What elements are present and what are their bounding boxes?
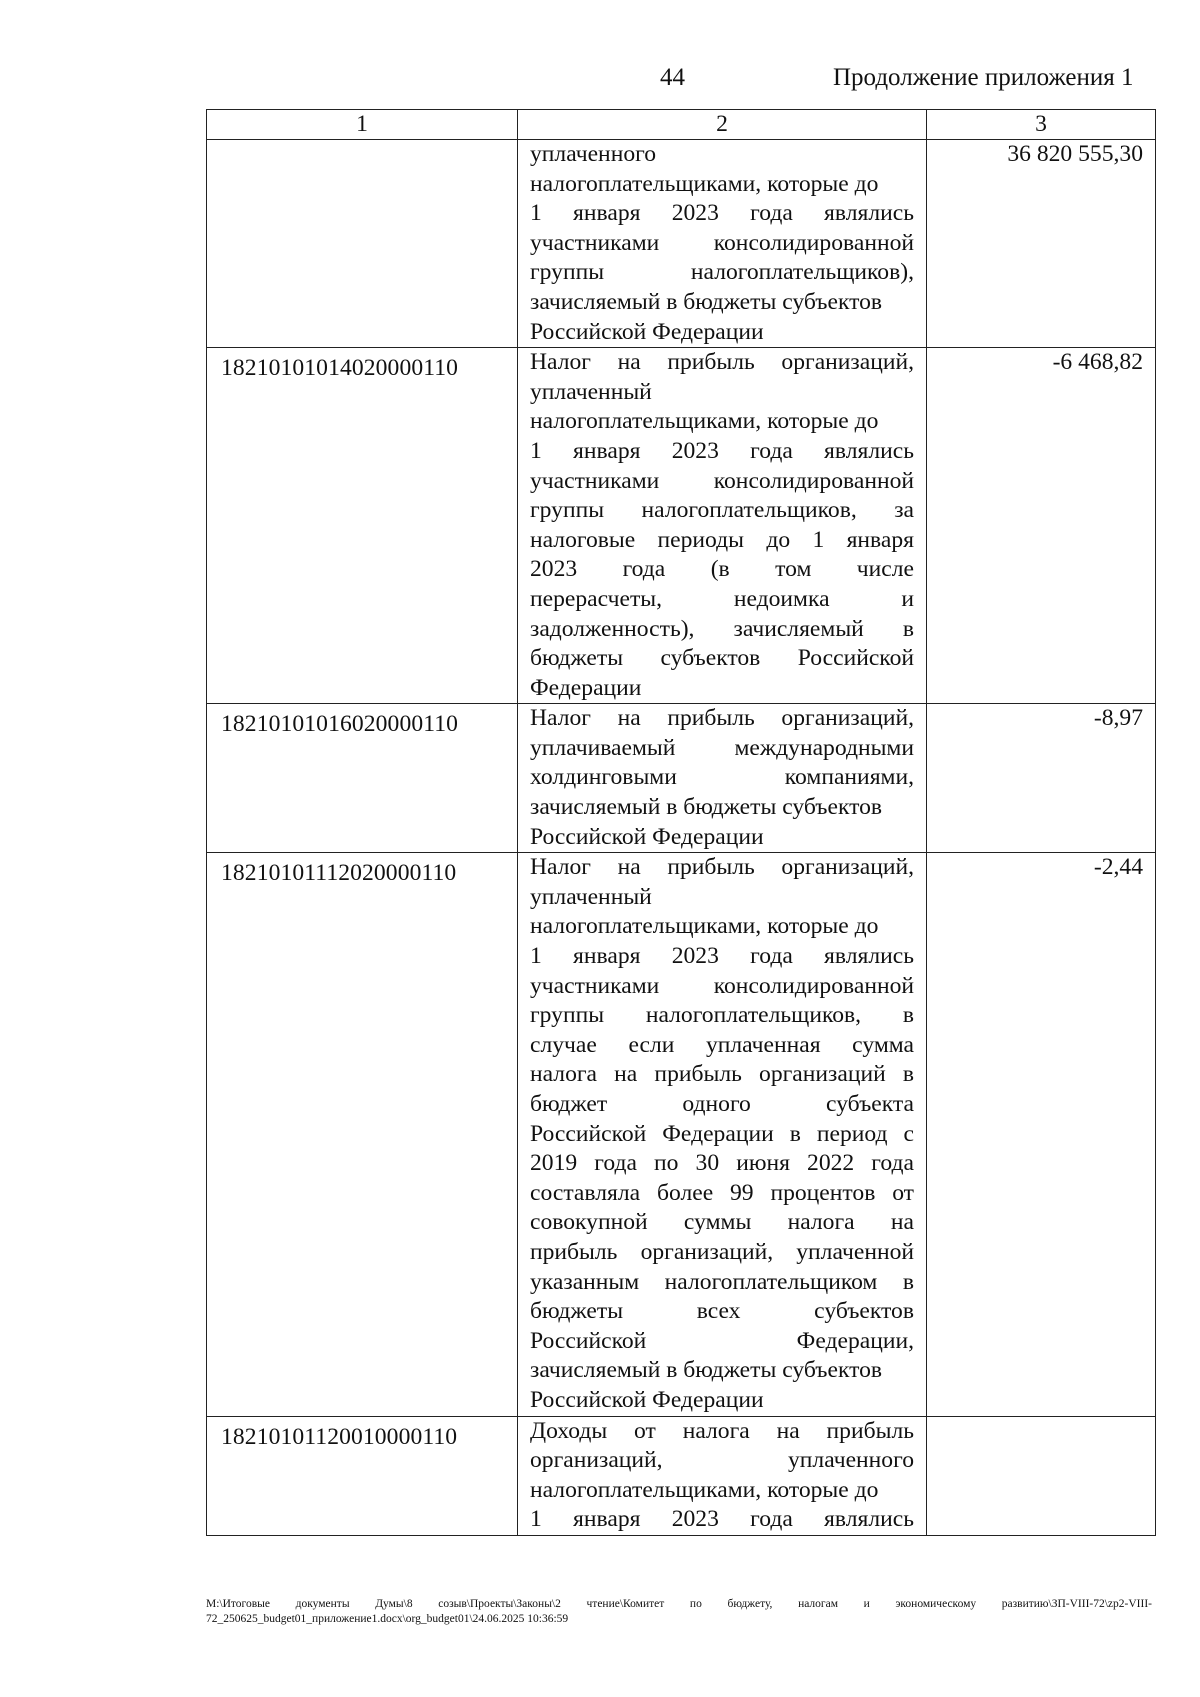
column-header-1: 1 [207, 110, 518, 140]
revenue-table [206, 109, 1156, 1536]
table-row [207, 348, 1156, 704]
description-line: налогоплательщиками, которые до [530, 408, 879, 435]
description-line: задолженность), зачисляемый в [530, 615, 914, 642]
description-line: налогоплательщиками, которые до [530, 1476, 879, 1503]
budget-code-cell: 18210101014020000110 [207, 348, 518, 704]
description-line: 1 января 2023 года являлись [530, 1506, 914, 1533]
budget-code-cell: 18210101112020000110 [207, 853, 518, 1416]
description-line: участниками консолидированной [530, 467, 914, 494]
description-line: бюджеты субъектов Российской [530, 645, 914, 672]
description-line: налоговые периоды до 1 января [530, 526, 914, 553]
description-line: холдинговыми компаниями, [530, 764, 914, 791]
table-row [207, 704, 1156, 853]
description-line: указанным налогоплательщиком в [530, 1268, 914, 1295]
description-line: Российской Федерации, [530, 1327, 914, 1354]
description-line: налогоплательщиками, которые до [530, 913, 879, 940]
description-line: 1 января 2023 года являлись [530, 200, 914, 227]
description-line: уплаченный [530, 378, 652, 405]
description-line: группы налогоплательщиков, за [530, 497, 914, 524]
description-line: Российской Федерации в период с [530, 1120, 914, 1147]
budget-code-cell [207, 140, 518, 348]
amount-cell: -6 468,82 [927, 348, 1156, 704]
description-cell [518, 1416, 927, 1535]
description-line: налогоплательщиками, которые до [530, 170, 879, 197]
description-line: Налог на прибыль организаций, [530, 349, 914, 376]
budget-code-cell: 18210101016020000110 [207, 704, 518, 853]
description-line: уплаченный [530, 883, 652, 910]
column-header-3: 3 [927, 110, 1156, 140]
description-cell [518, 853, 927, 1416]
table-row [207, 140, 1156, 348]
page-number: 44 [660, 64, 685, 91]
description-line: участниками консолидированной [530, 972, 914, 999]
description-line: 1 января 2023 года являлись [530, 943, 914, 970]
description-line: налога на прибыль организаций в [530, 1061, 914, 1088]
description-line: участниками консолидированной [530, 229, 914, 256]
description-cell [518, 348, 927, 704]
description-line: зачисляемый в бюджеты субъектов [530, 794, 883, 821]
description-line: зачисляемый в бюджеты субъектов [530, 288, 883, 315]
description-line: 1 января 2023 года являлись [530, 437, 914, 464]
description-line: прибыль организаций, уплаченной [530, 1238, 914, 1265]
description-line: совокупной суммы налога на [530, 1209, 914, 1236]
amount-cell: -2,44 [927, 853, 1156, 1416]
description-line: Российской Федерации [530, 1386, 764, 1413]
description-cell [518, 140, 927, 348]
table-row [207, 853, 1156, 1416]
description-line: Федерации [530, 674, 642, 701]
budget-code-cell: 18210101120010000110 [207, 1416, 518, 1535]
description-line: уплаченного [530, 141, 656, 167]
description-line: составляла более 99 процентов от [530, 1179, 914, 1206]
page-header-title: Продолжение приложения 1 [833, 64, 1134, 91]
footer-path-line-1: M:\Итоговые документы Думы\8 созыв\Проекты\Законы\2 чтение\Комитет по бюджету, налогам и экономическому развитию\ЗП-VIII-72\zp2-VIII- [206, 1598, 1152, 1610]
file-path-footer [206, 1597, 1152, 1627]
description-line: Доходы от налога на прибыль [530, 1417, 914, 1444]
description-line: случае если уплаченная сумма [530, 1031, 914, 1058]
description-line: группы налогоплательщиков), [530, 259, 914, 286]
description-line: бюджеты всех субъектов [530, 1298, 914, 1325]
description-line: уплачиваемый международными [530, 734, 914, 761]
footer-path-line-2: 72_250625_budget01_приложение1.docx\org_budget01\24.06.2025 10:36:59 [206, 1613, 569, 1625]
description-line: Российской Федерации [530, 318, 764, 345]
column-header-2: 2 [518, 110, 927, 140]
description-line: организаций, уплаченного [530, 1447, 914, 1474]
amount-cell: 36 820 555,30 [927, 140, 1156, 348]
amount-cell: -8,97 [927, 704, 1156, 853]
description-line: 2023 года (в том числе [530, 556, 914, 583]
description-line: 2019 года по 30 июня 2022 года [530, 1150, 914, 1177]
description-line: зачисляемый в бюджеты субъектов [530, 1357, 883, 1384]
table-row [207, 1416, 1156, 1535]
description-line: группы налогоплательщиков, в [530, 1002, 914, 1029]
description-line: перерасчеты, недоимка и [530, 585, 914, 612]
description-line: Налог на прибыль организаций, [530, 705, 914, 732]
description-cell [518, 704, 927, 853]
amount-cell [927, 1416, 1156, 1535]
description-line: Российской Федерации [530, 823, 764, 850]
description-line: бюджет одного субъекта [530, 1091, 914, 1117]
description-line: Налог на прибыль организаций, [530, 854, 914, 881]
table-column-header-row [207, 110, 1156, 140]
